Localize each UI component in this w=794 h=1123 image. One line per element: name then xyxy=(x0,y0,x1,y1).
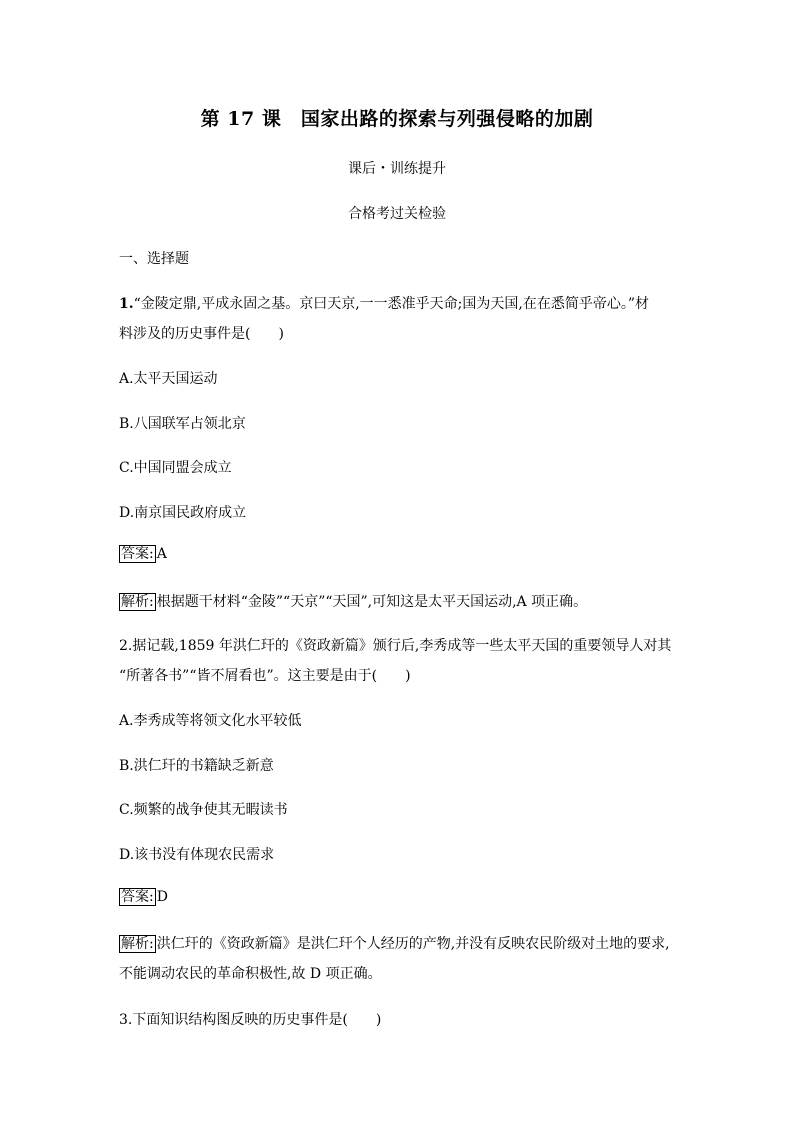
analysis-text: 洪仁玕的《资政新篇》是洪仁玕个人经历的产物,并没有反映农民阶级对土地的要求, xyxy=(156,936,670,952)
question-3-stem: 3.下面知识结构图反映的历史事件是( ) xyxy=(119,1012,382,1028)
subtitle-after-class: 课后・训练提升 xyxy=(348,161,446,177)
question-2-stem-line-2: “所著各书”“皆不屑看也”。这主要是由于( ) xyxy=(119,668,411,684)
analysis-label: 解析: xyxy=(121,594,154,610)
question-1-text: “金陵定鼎,平成永固之基。京曰天京,一一悉准乎天命;国为天国,在在悉简乎帝心。”材 xyxy=(133,296,650,312)
question-1-analysis xyxy=(119,591,587,611)
question-1-number: 1. xyxy=(119,296,134,312)
answer-value: D xyxy=(156,889,168,905)
question-1-stem-line-1 xyxy=(119,293,649,313)
question-2-option-a: A.李秀成等将领文化水平较低 xyxy=(119,713,302,729)
section-heading: 一、选择题 xyxy=(119,251,189,267)
answer-label: 答案: xyxy=(121,546,154,562)
question-2-answer xyxy=(119,888,168,906)
subtitle-qualification-test: 合格考过关检验 xyxy=(348,206,446,222)
answer-value: A xyxy=(156,546,167,562)
question-1-answer xyxy=(119,545,167,563)
question-1-option-a: A.太平天国运动 xyxy=(119,371,218,387)
question-1-option-d: D.南京国民政府成立 xyxy=(119,505,247,521)
question-2-analysis-line-1 xyxy=(119,933,670,953)
question-2-option-c: C.频繁的战争使其无暇读书 xyxy=(119,802,288,818)
question-2-option-d: D.该书没有体现农民需求 xyxy=(119,847,275,863)
lesson-title: 第 17 课 国家出路的探索与列强侵略的加剧 xyxy=(200,108,594,130)
question-1-option-c: C.中国同盟会成立 xyxy=(119,460,232,476)
question-1-option-b: B.八国联军占领北京 xyxy=(119,416,246,432)
analysis-label: 解析: xyxy=(121,936,154,952)
analysis-text: 根据题干材料“金陵”“天京”“天国”,可知这是太平天国运动,A 项正确。 xyxy=(156,594,588,610)
question-1-stem-line-2: 料涉及的历史事件是( ) xyxy=(119,326,284,342)
answer-label: 答案: xyxy=(121,889,154,905)
question-2-analysis-line-2: 不能调动农民的革命积极性,故 D 项正确。 xyxy=(119,966,382,982)
question-2-option-b: B.洪仁玕的书籍缺乏新意 xyxy=(119,758,274,774)
question-2-stem-line-1: 2.据记载,1859 年洪仁玕的《资政新篇》颁行后,李秀成等一些太平天国的重要领导人对其 xyxy=(119,638,672,654)
